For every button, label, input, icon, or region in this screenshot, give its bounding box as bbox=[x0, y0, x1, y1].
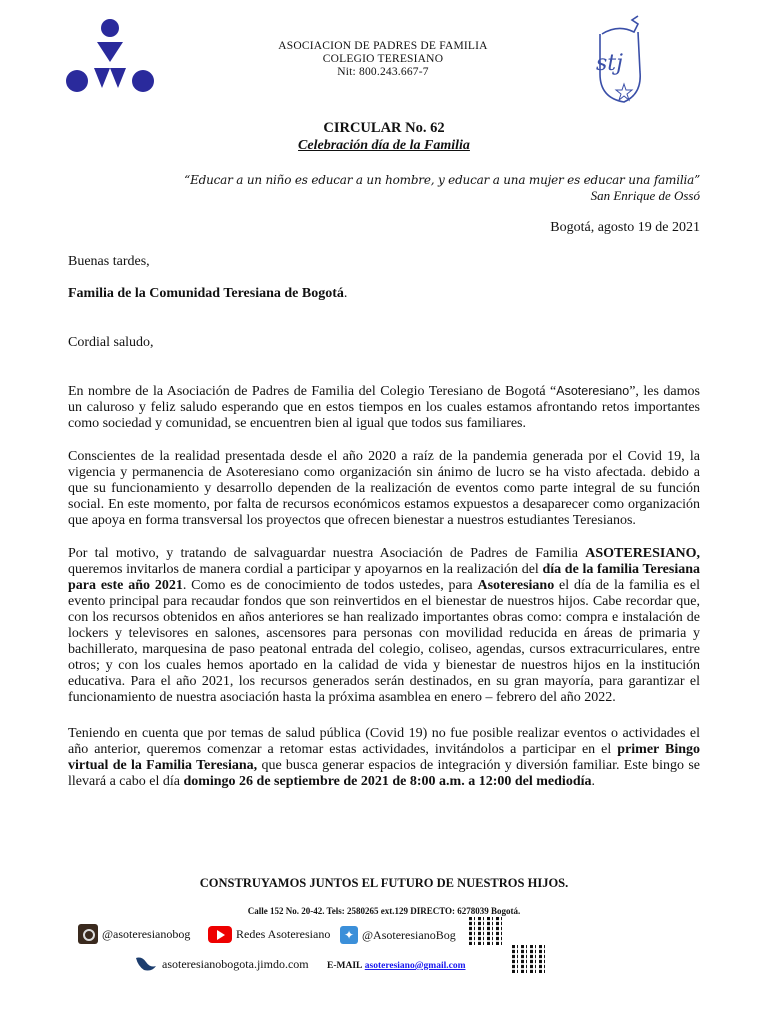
p3-text-g: el día de la familia es el evento principal para recaudar fondos que son reinvertidos en el bienestar de nuestros hijos. Cabe recordar que, con los recursos obtenidos en años anteriores se han realizado importantes obras como: compra e instalación de lockers y televisores en salones, ascensores para personas con movilidad reducida en áreas de primaria y bachillerato, marquesina de paso peatonal entrada del colegio, coliseo, agendas, cursos extracurriculares, entre otros; y con los cuales hemos aportado en la calidad de vida y bienestar de nuestros hijos en la institución educativa. Para el año 2021, los recursos generados serán destinados, en su gran mayoría, para garantizar el funcionamiento de nuestra asociación hasta la próxima asamblea en enero – febrero del año 2022. bbox=[68, 578, 700, 705]
p3-bold-f: Asoteresiano bbox=[477, 578, 555, 593]
qr-code-icon bbox=[512, 945, 546, 973]
org-header bbox=[250, 40, 516, 79]
association-logo bbox=[64, 18, 156, 96]
p4-text-a: Teniendo en cuenta que por temas de salud pública (Covid 19) no fue posible realizar eventos o actividades el año anterior, queremos comenzar a retomar estas actividades, invitándolos a participar en el bbox=[68, 726, 700, 757]
paragraph-1 bbox=[68, 383, 700, 432]
website-url: asoteresianobogota.jimdo.com bbox=[162, 956, 309, 971]
quote-block bbox=[184, 172, 700, 204]
footer-address: Calle 152 No. 20-42. Tels: 2580265 ext.129 DIRECTO: 6278039 Bogotá. bbox=[247, 906, 521, 916]
salutation: Cordial saludo, bbox=[68, 335, 154, 350]
p4-text-c: que busca generar espacios de integración y diversión familiar. Este bingo se llevará a cabo el día bbox=[68, 758, 700, 789]
paragraph-4 bbox=[68, 726, 700, 790]
p3-bold-b: ASOTERESIANO, bbox=[585, 546, 700, 561]
website-link[interactable] bbox=[134, 954, 309, 974]
circular-subtitle bbox=[0, 138, 768, 154]
logo-monogram: stj bbox=[596, 51, 623, 76]
letter-date: Bogotá, agosto 19 de 2021 bbox=[550, 220, 700, 235]
p1-text-a: En nombre de la Asociación de Padres de Familia del Colegio Teresiano de Bogotá “ bbox=[68, 384, 557, 399]
school-name: COLEGIO TERESIANO bbox=[322, 53, 444, 65]
qr-code-icon bbox=[469, 917, 503, 945]
p3-text-e: . Como es de conocimiento de todos ustedes, para bbox=[182, 578, 478, 593]
p4-bold-d: domingo 26 de septiembre de 2021 de 8:00 a.m. a 12:00 del mediodía bbox=[183, 774, 592, 789]
circular-subtitle-text: Celebración día de la Familia bbox=[298, 138, 470, 153]
instagram-handle: @asoteresianobog bbox=[102, 926, 191, 941]
org-nit: Nit: 800.243.667-7 bbox=[337, 66, 429, 78]
youtube-icon bbox=[208, 926, 232, 943]
quote-text: “Educar a un niño es educar a un hombre, y educar a una mujer es educar una familia” bbox=[184, 173, 700, 187]
p4-text-e: . bbox=[591, 774, 596, 789]
p1-org-name: Asoteresiano bbox=[556, 384, 630, 398]
org-name: ASOCIACION DE PADRES DE FAMILIA bbox=[278, 40, 488, 52]
instagram-icon bbox=[78, 924, 98, 944]
paragraph-3 bbox=[68, 546, 700, 706]
recipient-end: . bbox=[343, 286, 348, 301]
p3-text-a: Por tal motivo, y tratando de salvaguardar nuestra Asociación de Padres de Familia bbox=[68, 546, 586, 561]
youtube-label: Redes Asoteresiano bbox=[236, 927, 331, 941]
recipient-name: Familia de la Comunidad Teresiana de Bogotá bbox=[68, 286, 344, 301]
twitter-icon: ✦ bbox=[340, 926, 358, 944]
twitter-link[interactable] bbox=[340, 926, 456, 944]
email-link[interactable]: asoteresiano@gmail.com bbox=[364, 961, 466, 971]
website-icon bbox=[134, 954, 158, 974]
circular-title: CIRCULAR No. 62 bbox=[323, 120, 445, 136]
quote-author: San Enrique de Ossó bbox=[590, 188, 700, 203]
paragraph-2: Conscientes de la realidad presentada desde el año 2020 a raíz de la pandemia generada por el Covid 19, la vigencia y permanencia de Asoteresiano como organización sin ánimo de lucro se ha visto afectada. debido a que su funcionamiento y desarrollo dependen de la realización de eventos como parte integral de su función social. En este momento, por falta de recursos económicos estamos expuestos a desaparecer como organización que apoya en forma transversal los proyectos que ofrecen bienestar a nuestros estudiantes Teresianos. bbox=[68, 449, 700, 528]
twitter-handle: @AsoteresianoBog bbox=[362, 927, 456, 942]
instagram-link[interactable] bbox=[78, 924, 190, 944]
greeting: Buenas tardes, bbox=[68, 254, 150, 269]
p3-bold-d: día de la familia Teresiana para este año 2021 bbox=[68, 562, 701, 593]
p3-text-c: queremos invitarlos de manera cordial a participar y apoyarnos en la realización del bbox=[68, 562, 543, 577]
email-label: E-MAIL bbox=[327, 961, 363, 971]
school-shield-logo bbox=[588, 14, 648, 106]
p1-text-c: ”, les damos un caluroso y feliz saludo esperando que en estos tiempos en los cuales estamos afrontando retos importantes como sociedad y comunidad, se encuentren bien al igual que todos sus familiares. bbox=[68, 384, 700, 431]
email-line bbox=[327, 961, 466, 971]
recipient bbox=[68, 286, 700, 302]
footer-slogan: CONSTRUYAMOS JUNTOS EL FUTURO DE NUESTROS HIJOS. bbox=[199, 876, 569, 890]
p4-bold-b: primer Bingo virtual de la Familia Teresiana, bbox=[68, 742, 700, 773]
youtube-link[interactable] bbox=[208, 926, 330, 943]
